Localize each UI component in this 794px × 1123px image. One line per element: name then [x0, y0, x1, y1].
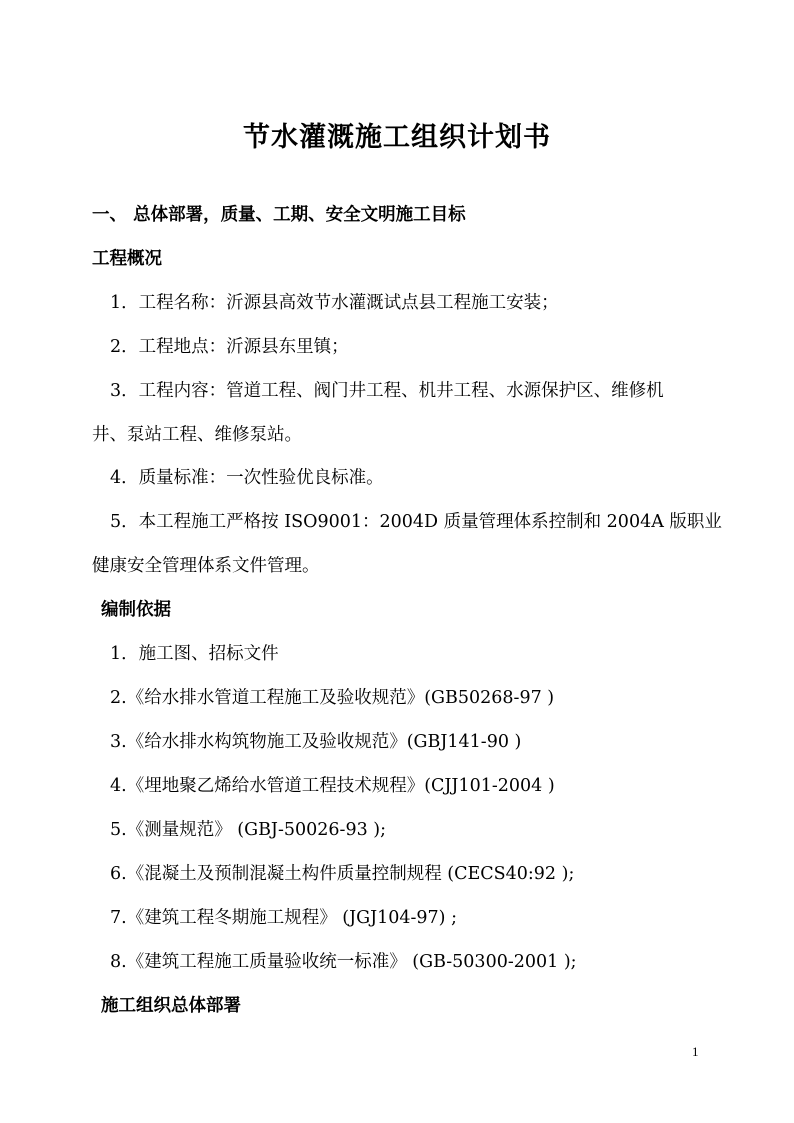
overview-item: 5．本工程施工严格按 ISO9001：2004D 质量管理体系控制和 2004A 版职业 — [110, 512, 722, 532]
basis-item: 6.《混凝土及预制混凝土构件质量控制规程 (CECS40:92 ); — [110, 864, 575, 884]
overview-item-continuation: 井、泵站工程、维修泵站。 — [92, 425, 302, 445]
overview-item: 2．工程地点：沂源县东里镇； — [110, 337, 349, 357]
section-heading: 一、 总体部署，质量、工期、安全文明施工目标 — [92, 205, 466, 225]
overview-item: 4．质量标准：一次性验优良标准。 — [110, 468, 384, 488]
subheading-basis: 编制依据 — [101, 600, 171, 620]
subheading-deployment: 施工组织总体部署 — [101, 996, 241, 1016]
overview-item-continuation: 健康安全管理体系文件管理。 — [92, 556, 320, 576]
basis-item: 5.《测量规范》 (GBJ-50026-93 ); — [110, 820, 386, 840]
document-title: 节水灌溉施工组织计划书 — [243, 122, 551, 153]
basis-item: 4.《埋地聚乙烯给水管道工程技术规程》(CJJ101-2004 ) — [110, 776, 555, 796]
page-number: 1 — [692, 1044, 699, 1059]
basis-item: 7.《建筑工程冬期施工规程》 (JGJ104-97) ; — [110, 908, 457, 928]
basis-item: 2.《给水排水管道工程施工及验收规范》(GB50268-97 ) — [110, 688, 555, 708]
basis-item: 1．施工图、招标文件 — [110, 644, 279, 664]
subheading-overview: 工程概况 — [92, 249, 162, 269]
overview-item: 1．工程名称：沂源县高效节水灌溉试点县工程施工安装； — [110, 293, 559, 313]
basis-item: 8.《建筑工程施工质量验收统一标准》 (GB-50300-2001 ); — [110, 952, 577, 972]
overview-item: 3．工程内容：管道工程、阀门井工程、机井工程、水源保护区、维修机 — [110, 381, 664, 401]
basis-item: 3.《给水排水构筑物施工及验收规范》(GBJ141-90 ) — [110, 732, 522, 752]
